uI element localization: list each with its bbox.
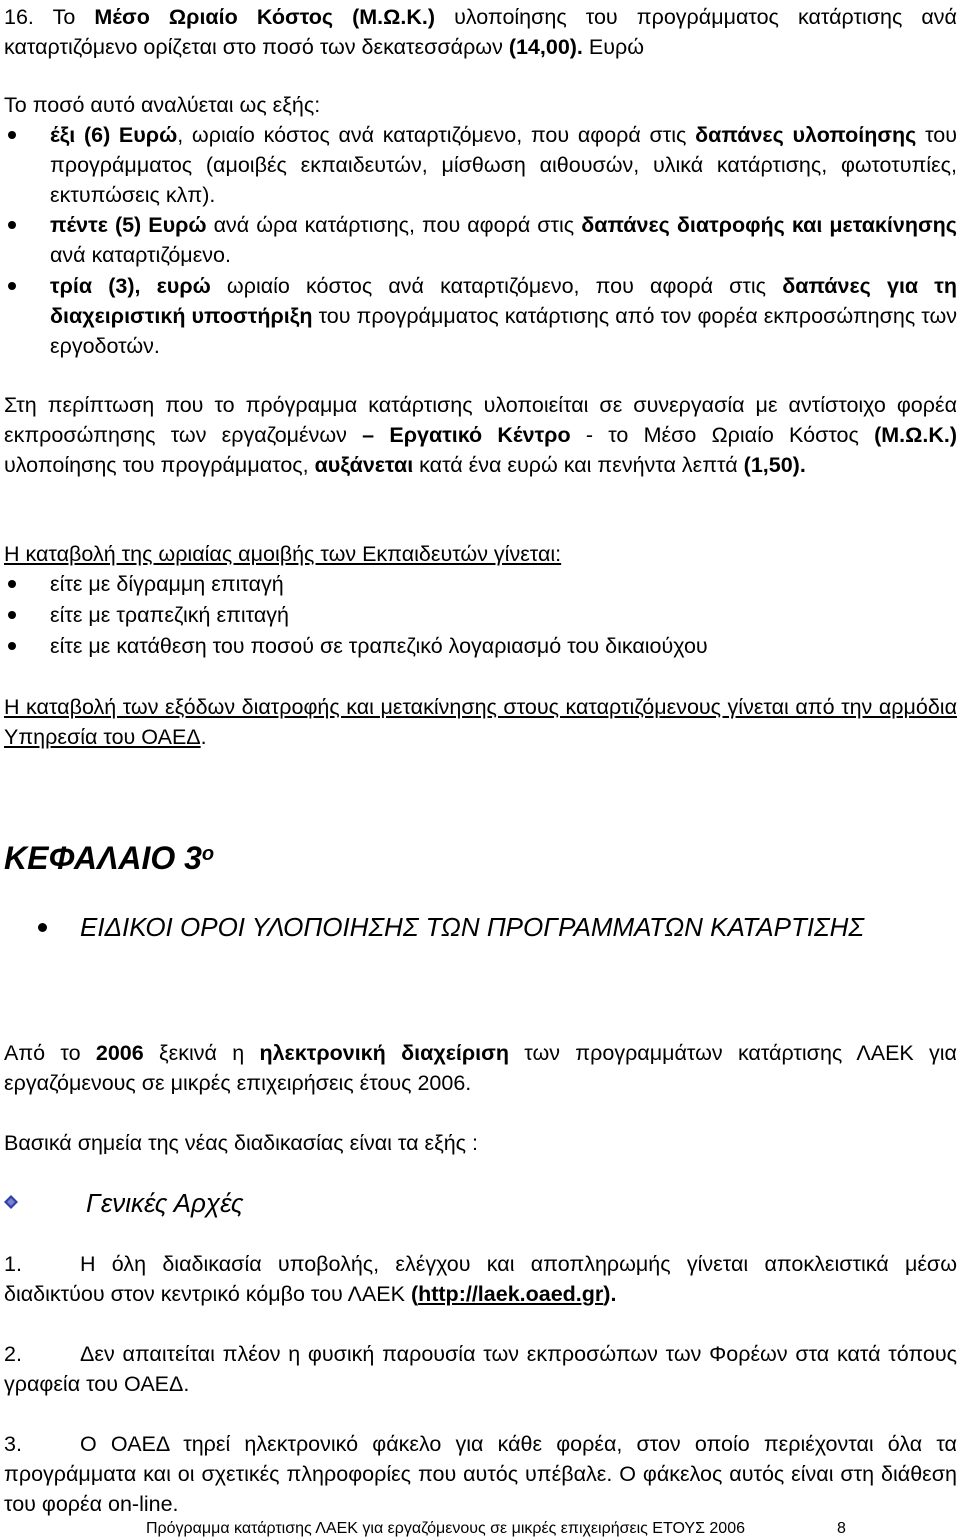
payment-heading-text: Η καταβολή της ωριαίας αμοιβής των Εκπαιδευτών γίνεται: <box>4 542 562 566</box>
payment-method-2 <box>4 600 957 630</box>
bullet-text: του προγράμματος (αμοιβές εκπαιδευτών, μίσθωση αιθουσών, υλικά κατάρτισης, φωτοτυπίες, εκτυπώσεις κλπ). <box>50 123 957 207</box>
bullet-text: του προγράμματος κατάρτισης από τον φορέα εκπροσώπησης των εργοδοτών. <box>50 304 958 358</box>
bullet-dot <box>8 642 16 650</box>
principle-item-1 <box>4 1249 957 1309</box>
bullet-dot <box>38 923 47 932</box>
bullet-text: ανά καταρτιζόμενο. <box>50 243 231 267</box>
item-text: Η όλη διαδικασία υποβολής, ελέγχου και αποπληρωμής γίνεται αποκλειστικά μέσω διαδικτύου στον κεντρικό κόμβο του ΛΑΕΚ <box>4 1252 957 1306</box>
page-footer <box>146 1519 846 1539</box>
intro-term: Μέσο Ωριαίο Κόστος (Μ.Ω.Κ.) <box>94 5 435 29</box>
intro-paragraph <box>4 2 957 62</box>
bullet-category: δαπάνες για τη διαχειριστική υποστήριξη <box>50 274 958 328</box>
page-number: 8 <box>837 1520 846 1537</box>
bullet-category: δαπάνες υλοποίησης <box>695 123 917 147</box>
chapter-ordinal: ο <box>201 843 215 865</box>
period: . <box>200 725 207 749</box>
electronic-management: ηλεκτρονική διαχείριση <box>259 1041 509 1065</box>
bullet-text: ανά ώρα κατάρτισης, που αφορά στις <box>206 213 582 237</box>
bullet-amount: έξι (6) Ευρώ <box>50 123 178 147</box>
expenses-note-text: Η καταβολή των εξόδων διατροφής και μετακίνησης στους καταρτιζόμενους γίνεται από την αρμόδια Υπηρεσία του ΟΑΕΔ <box>4 695 957 749</box>
payment-method-3 <box>4 631 957 661</box>
increase-amount: (1,50). <box>743 453 806 477</box>
text: υλοποίησης του προγράμματος, <box>4 453 315 477</box>
payment-method-text: είτε με τραπεζική επιταγή <box>50 603 289 627</box>
key-points: Βασικά σημεία της νέας διαδικασίας είναι τα εξής : <box>4 1131 478 1155</box>
intro-text-2: υλοποίησης του προγράμματος κατάρτισης ανά καταρτιζόμενο ορίζεται στο ποσό των δεκατεσσάρων <box>4 5 957 59</box>
bullet-dot <box>8 131 16 139</box>
year: 2006 <box>95 1041 144 1065</box>
chapter-title <box>4 838 214 878</box>
paren: ). <box>603 1282 617 1306</box>
expenses-note <box>4 692 957 752</box>
labour-centre: Εργατικό Κέντρο <box>389 423 571 447</box>
bullet-text: , ωριαίο κόστος ανά καταρτιζόμενο, που αφορά στις <box>177 123 696 147</box>
text: - το Μέσο Ωριαίο Κόστος <box>570 423 875 447</box>
special-terms-heading <box>4 910 957 944</box>
text: Από το <box>4 1041 96 1065</box>
intro-currency: Ευρώ <box>582 35 645 59</box>
text: κατά ένα ευρώ και πενήντα λεπτά <box>413 453 744 477</box>
text: Στη περίπτωση που το πρόγραμμα κατάρτισης υλοποιείται σε συνεργασία με αντίστοιχο φορέα εκπροσώπησης των εργαζομένων <box>4 393 957 447</box>
intro-amount: (14,00). <box>508 35 583 59</box>
abbrev: (Μ.Ω.Κ.) <box>874 423 958 447</box>
bullet-amount: τρία (3), ευρώ <box>50 274 211 298</box>
bullet-category: δαπάνες διατροφής και μετακίνησης <box>581 213 957 237</box>
general-principles-text: Γενικές Αρχές <box>86 1188 244 1218</box>
payment-method-text: είτε με δίγραμμη επιταγή <box>50 572 284 596</box>
bullet-text: ωριαίο κόστος ανά καταρτιζόμενο, που αφορά στις <box>210 274 783 298</box>
special-terms-text: ΕΙΔΙΚΟΙ ΟΡΟΙ ΥΛΟΠΟΙΗΣΗΣ ΤΩΝ ΠΡΟΓΡΑΜΜΑΤΩΝ ΚΑΤΑΡΤΙΣΗΣ <box>80 912 864 942</box>
item-number: 1. <box>4 1252 22 1276</box>
principle-item-3 <box>4 1429 957 1519</box>
laek-link[interactable]: http://laek.oaed.gr <box>418 1282 604 1306</box>
principle-item-2 <box>4 1339 957 1399</box>
item-text: Ο ΟΑΕΔ τηρεί ηλεκτρονικό φάκελο για κάθε φορέα, στον οποίο περιέχονται όλα τα προγράμματα και οι σχετικές πληροφορίες που αυτός υπέβαλε. Ο φάκελος αυτός είναι στη διάθεση του φορέα on-line. <box>4 1432 957 1516</box>
item-text: Δεν απαιτείται πλέον η φυσική παρουσία των εκπροσώπων των Φορέων στα κατά τόπους γραφεία του ΟΑΕΔ. <box>4 1342 957 1396</box>
paragraph-number: 16. <box>4 5 53 29</box>
chapter-title-text: ΚΕΦΑΛΑΙΟ 3 <box>4 840 202 876</box>
bullet-dot <box>8 611 16 619</box>
bullet-dot <box>8 282 16 290</box>
cost-bullet-3 <box>4 271 957 361</box>
dash: – <box>362 423 390 447</box>
general-principles-heading <box>4 1186 243 1220</box>
payment-method-text: είτε με κατάθεση του ποσού σε τραπεζικό λογαριασμό του δικαιούχου <box>50 634 708 658</box>
electronic-management-paragraph <box>4 1038 957 1098</box>
intro-text-1: Το <box>52 5 95 29</box>
text: των προγραμμάτων κατάρτισης ΛΑΕΚ για εργαζόμενους σε μικρές επιχειρήσεις έτους 2006. <box>4 1041 957 1095</box>
cost-bullet-2 <box>4 210 957 270</box>
diamond-bullet-icon <box>4 1195 18 1209</box>
bullet-dot <box>8 221 16 229</box>
bullet-dot <box>8 580 16 588</box>
breakdown-intro: Το ποσό αυτό αναλύεται ως εξής: <box>4 93 321 117</box>
payment-method-1 <box>4 569 957 599</box>
bullet-amount: πέντε (5) Ευρώ <box>50 213 207 237</box>
item-number: 2. <box>4 1342 22 1366</box>
increase-term: αυξάνεται <box>314 453 414 477</box>
cost-bullet-1 <box>4 120 957 210</box>
text: ξεκινά η <box>143 1041 260 1065</box>
cooperation-paragraph <box>4 390 957 480</box>
payment-heading <box>4 539 957 569</box>
item-number: 3. <box>4 1432 22 1456</box>
footer-text: Πρόγραμμα κατάρτισης ΛΑΕΚ για εργαζόμενους σε μικρές επιχειρήσεις ΕΤΟΥΣ 2006 <box>146 1520 745 1537</box>
paren: ( <box>410 1282 419 1306</box>
